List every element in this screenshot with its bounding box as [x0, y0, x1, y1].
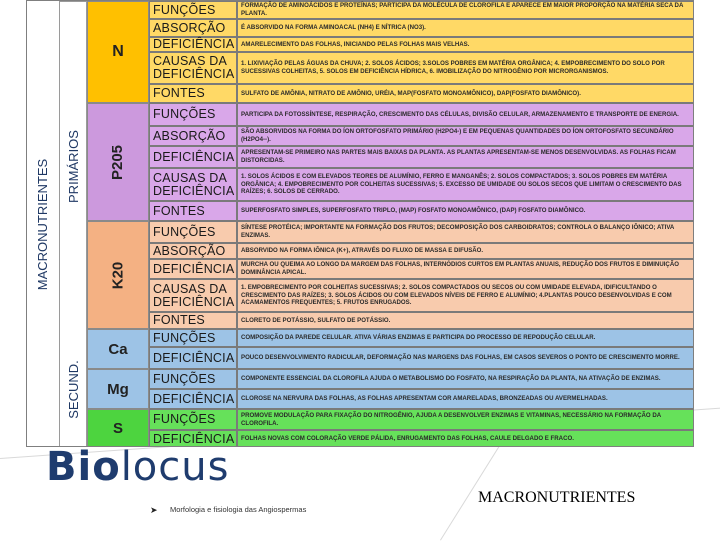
category-cell: DEFICIÊNCIA [149, 389, 237, 409]
description-cell: FOLHAS NOVAS COM COLORAÇÃO VERDE PÁLIDA, ENRUGAMENTO DAS FOLHAS, CAULE DELGADO E FRACO. [237, 430, 694, 447]
description-cell: 1. LIXIVIAÇÃO PELAS ÁGUAS DA CHUVA; 2. SOLOS ÁCIDOS; 3.SOLOS POBRES EM MATÉRIA ORGÂNICA; 4. EMPOBRECIMENTO DO SOLO POR SUCESSIVAS COLHEITAS, 5. SOLOS EM DEFICIÊNCIA HÍDRICA, 6. IMOBILIZAÇÃO DO NITROGÊNIO POR MICRORGANISMOS. [237, 52, 694, 84]
category-cell: DEFICIÊNCIA [149, 347, 237, 369]
description-cell: POUCO DESENVOLVIMENTO RADICULAR, DEFORMAÇÃO NAS MARGENS DAS FOLHAS, EM CASOS SEVEROS O PONTO DE CRESCIMENTO MORRE. [237, 347, 694, 369]
category-cell: ABSORÇÃO [149, 126, 237, 146]
description-cell: 1. EMPOBRECIMENTO POR COLHEITAS SUCESSIVAS; 2. SOLOS COMPACTADOS OU SECOS OU COM UMIDADE ELEVADA, IDIFICULTANDO O CRESCIMENTO DAS RAÍZES; 3. SOLOS ÁCIDOS OU COM ELEVADOS NÍVEIS DE FERRO E ALUMÍNIO; 4.PLANTAS POUCO DESENVOLVIDAS E COM ACAMAMENTOS FREQUENTES; 5. FRUTOS ENRUGADOS. [237, 279, 694, 312]
description-cell: SUPERFOSFATO SIMPLES, SUPERFOSFATO TRIPLO, (MAP) FOSFATO MONOAMÔNICO, (DAP) FOSFATO DIAMÔNICO. [237, 201, 694, 221]
nutrient-n: N [87, 1, 149, 103]
category-cell: DEFICIÊNCIA [149, 430, 237, 447]
macronutrientes-label: MACRONUTRIENTES [35, 158, 51, 291]
category-cell: CAUSAS DA DEFICIÊNCIA [149, 52, 237, 84]
primarios-label: PRIMÁRIOS [65, 129, 81, 203]
description-cell: PROMOVE MODULAÇÃO PARA FIXAÇÃO DO NITROGÊNIO, AJUDA A DESENVOLVER ENZIMAS E VITAMINAS, NECESSÁRIO NA FORMAÇÃO DA CLOROFILA. [237, 409, 694, 430]
description-cell: ABSORVIDO NA FORMA IÔNICA (K+), ATRAVÉS DO FLUXO DE MASSA E DIFUSÃO. [237, 243, 694, 259]
description-cell: É ABSORVIDO NA FORMA AMINOACAL (NH4) E NÍTRICA (NO3). [237, 19, 694, 37]
category-cell: FUNÇÕES [149, 103, 237, 126]
description-cell: COMPONENTE ESSENCIAL DA CLOROFILA AJUDA O METABOLISMO DO FOSFATO, NA RESPIRAÇÃO DA PLANTA, NA ATIVAÇÃO DE ENZIMAS. [237, 369, 694, 389]
nutrient-mg: Mg [87, 369, 149, 409]
description-cell: COMPOSIÇÃO DA PAREDE CELULAR. ATIVA VÁRIAS ENZIMAS E PARTICIPA DO PROCESSO DE REPODUÇÃO CELULAR. [237, 329, 694, 347]
subtitle-text: Morfologia e fisiologia das Angiospermas [170, 505, 307, 514]
description-cell: CLOROSE NA NERVURA DAS FOLHAS, AS FOLHAS APRESENTAM COR AMARELADAS, BRONZEADAS OU AVERMELHADAS. [237, 389, 694, 409]
category-cell: FUNÇÕES [149, 409, 237, 430]
category-cell: FONTES [149, 201, 237, 221]
category-cell: FONTES [149, 84, 237, 103]
group-divider [59, 1, 87, 447]
nutrient-s: S [87, 409, 149, 447]
description-cell: AMARELECIMENTO DAS FOLHAS, INICIANDO PELAS FOLHAS MAIS VELHAS. [237, 37, 694, 52]
category-cell: DEFICIÊNCIA [149, 259, 237, 279]
category-cell: FUNÇÕES [149, 1, 237, 19]
description-cell: SÃO ABSORVIDOS NA FORMA DO ÍON ORTOFOSFATO PRIMÁRIO (H2PO4-) E EM PEQUENAS QUANTIDADES DO ÍON ORTOFOSFATO SECUNDÁRIO (H2PO4--). [237, 126, 694, 146]
secundarios-label: SECUND. [65, 360, 81, 419]
description-cell: CLORETO DE POTÁSSIO, SULFATO DE POTÁSSIO. [237, 312, 694, 329]
arrow-bullet-icon: ➤ [150, 505, 158, 515]
category-cell: CAUSAS DA DEFICIÊNCIA [149, 168, 237, 201]
category-cell: ABSORÇÃO [149, 19, 237, 37]
category-cell: FONTES [149, 312, 237, 329]
category-cell: FUNÇÕES [149, 221, 237, 243]
description-cell: APRESENTAM-SE PRIMEIRO NAS PARTES MAIS BAIXAS DA PLANTA. AS PLANTAS APRESENTAM-SE MENOS DESENVOLVIDAS. AS FOLHAS FICAM DISTORCIDAS. [237, 146, 694, 168]
description-cell: MURCHA OU QUEIMA AO LONGO DA MARGEM DAS FOLHAS, INTERNÓDIOS CURTOS EM PLANTAS ANUAIS, REDUÇÃO DOS FRUTOS E DIMINUIÇÃO DOMINÂNCIA APICAL. [237, 259, 694, 279]
category-cell: DEFICIÊNCIA [149, 37, 237, 52]
description-cell: PARTICIPA DA FOTOSSÍNTESE, RESPIRAÇÃO, CRESCIMENTO DAS CÉLULAS, DIVISÃO CELULAR, ARMAZENAMENTO E TRANSPORTE DE ENERGIA. [237, 103, 694, 126]
description-cell: 1. SOLOS ÁCIDOS E COM ELEVADOS TEORES DE ALUMÍNIO, FERRO E MANGANÊS; 2. SOLOS COMPACTADOS; 3. SOLOS POBRES EM MATÉRIA ORGÂNICA; 4. EMPOBRECIMENTO POR COLHEITAS SUCESSIVAS; 5. EXCESSO DE UMIDADE OU SOLOS SECOS QUE LIMITAM O CRESCIMENTO DAS RAÍZES; 6. SOLOS DE CERRADO. [237, 168, 694, 201]
category-cell: ABSORÇÃO [149, 243, 237, 259]
category-cell: FUNÇÕES [149, 329, 237, 347]
slide-title: MACRONUTRIENTES [478, 489, 636, 506]
description-cell: SULFATO DE AMÔNIA, NITRATO DE AMÔNIO, URÉIA, MAP(FOSFATO MONOAMÔNICO), DAP(FOSFATO DIAMÔNICO). [237, 84, 694, 103]
nutrient-table [26, 0, 694, 447]
nutrient-ca: Ca [87, 329, 149, 369]
description-cell: SÍNTESE PROTÉICA; IMPORTANTE NA FORMAÇÃO DOS FRUTOS; DECOMPOSIÇÃO DOS CARBOIDRATOS; CONTROLA O BALANÇO IÔNICO; ATIVA ENZIMAS. [237, 221, 694, 243]
nutrient-p: P205 [87, 103, 149, 221]
description-cell: FORMAÇÃO DE AMINOÁCIDOS E PROTEÍNAS; PARTICIPA DA MOLÉCULA DE CLOROFILA E APARECE EM MAIOR PROPORÇÃO NA MATÉRIA SECA DA PLANTA. [237, 1, 694, 19]
category-cell: FUNÇÕES [149, 369, 237, 389]
biolocus-logo: Biolocus [46, 444, 230, 490]
category-cell: CAUSAS DA DEFICIÊNCIA [149, 279, 237, 312]
category-cell: DEFICIÊNCIA [149, 146, 237, 168]
nutrient-k: K20 [87, 221, 149, 329]
